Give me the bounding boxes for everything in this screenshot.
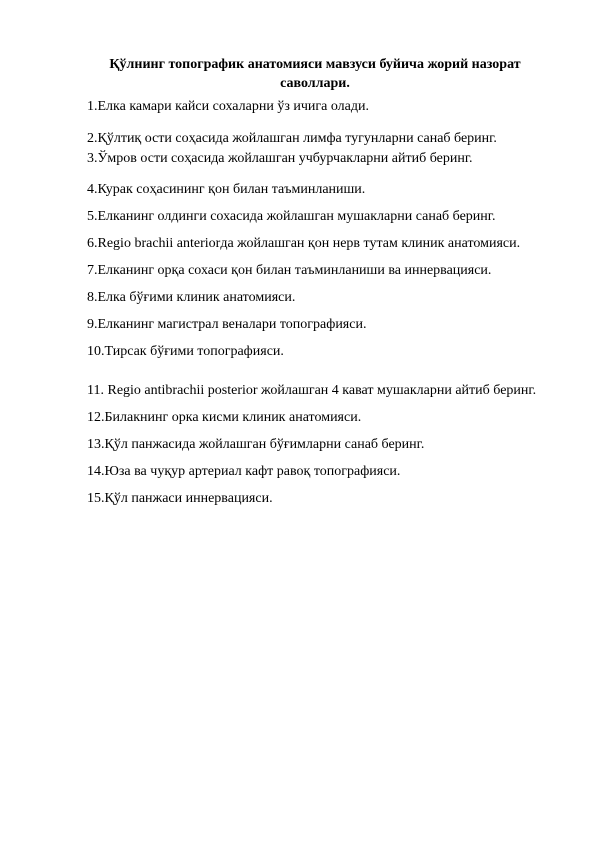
question-4: 4.Курак соҳасининг қон билан таъминланиши. — [87, 182, 366, 197]
question-11: 11. Regio antibrachii posterior жойлашган 4 кават мушакларни айтиб беринг. — [87, 383, 537, 398]
question-5: 5.Елканинг олдинги сохасида жойлашган мушакларни санаб беринг. — [87, 209, 496, 224]
question-2: 2.Қўлтиқ ости соҳасида жойлашган лимфа тугунларни санаб беринг. — [87, 131, 497, 146]
question-15: 15.Қўл панжаси иннервацияси. — [87, 491, 273, 506]
question-14: 14.Юза ва чуқур артериал кафт равоқ топографияси. — [87, 464, 401, 479]
question-3: 3.Ўмров ости соҳасида жойлашган учбурчакларни айтиб беринг. — [87, 151, 473, 166]
document-title — [100, 55, 530, 93]
question-9: 9.Елканинг магистрал веналари топографияси. — [87, 317, 367, 332]
question-10: 10.Тирсак бўғими топографияси. — [87, 344, 284, 359]
question-6: 6.Regio brachii anteriorда жойлашган қон нерв тутам клиник анатомияси. — [87, 236, 521, 251]
question-12: 12.Билакнинг орка кисми клиник анатомияси. — [87, 410, 362, 425]
title-line-2: саволлари. — [280, 76, 350, 91]
question-7: 7.Елканинг орқа сохаси қон билан таъминланиши ва иннервацияси. — [87, 263, 492, 278]
title-line-1: Қўлнинг топографик анатомияси мавзуси буйича жорий назорат — [109, 57, 521, 72]
question-8: 8.Елка бўғими клиник анатомияси. — [87, 290, 296, 305]
question-1: 1.Елка камари кайси сохаларни ўз ичига олади. — [87, 99, 369, 114]
question-13: 13.Қўл панжасида жойлашган бўғимларни санаб беринг. — [87, 437, 425, 452]
